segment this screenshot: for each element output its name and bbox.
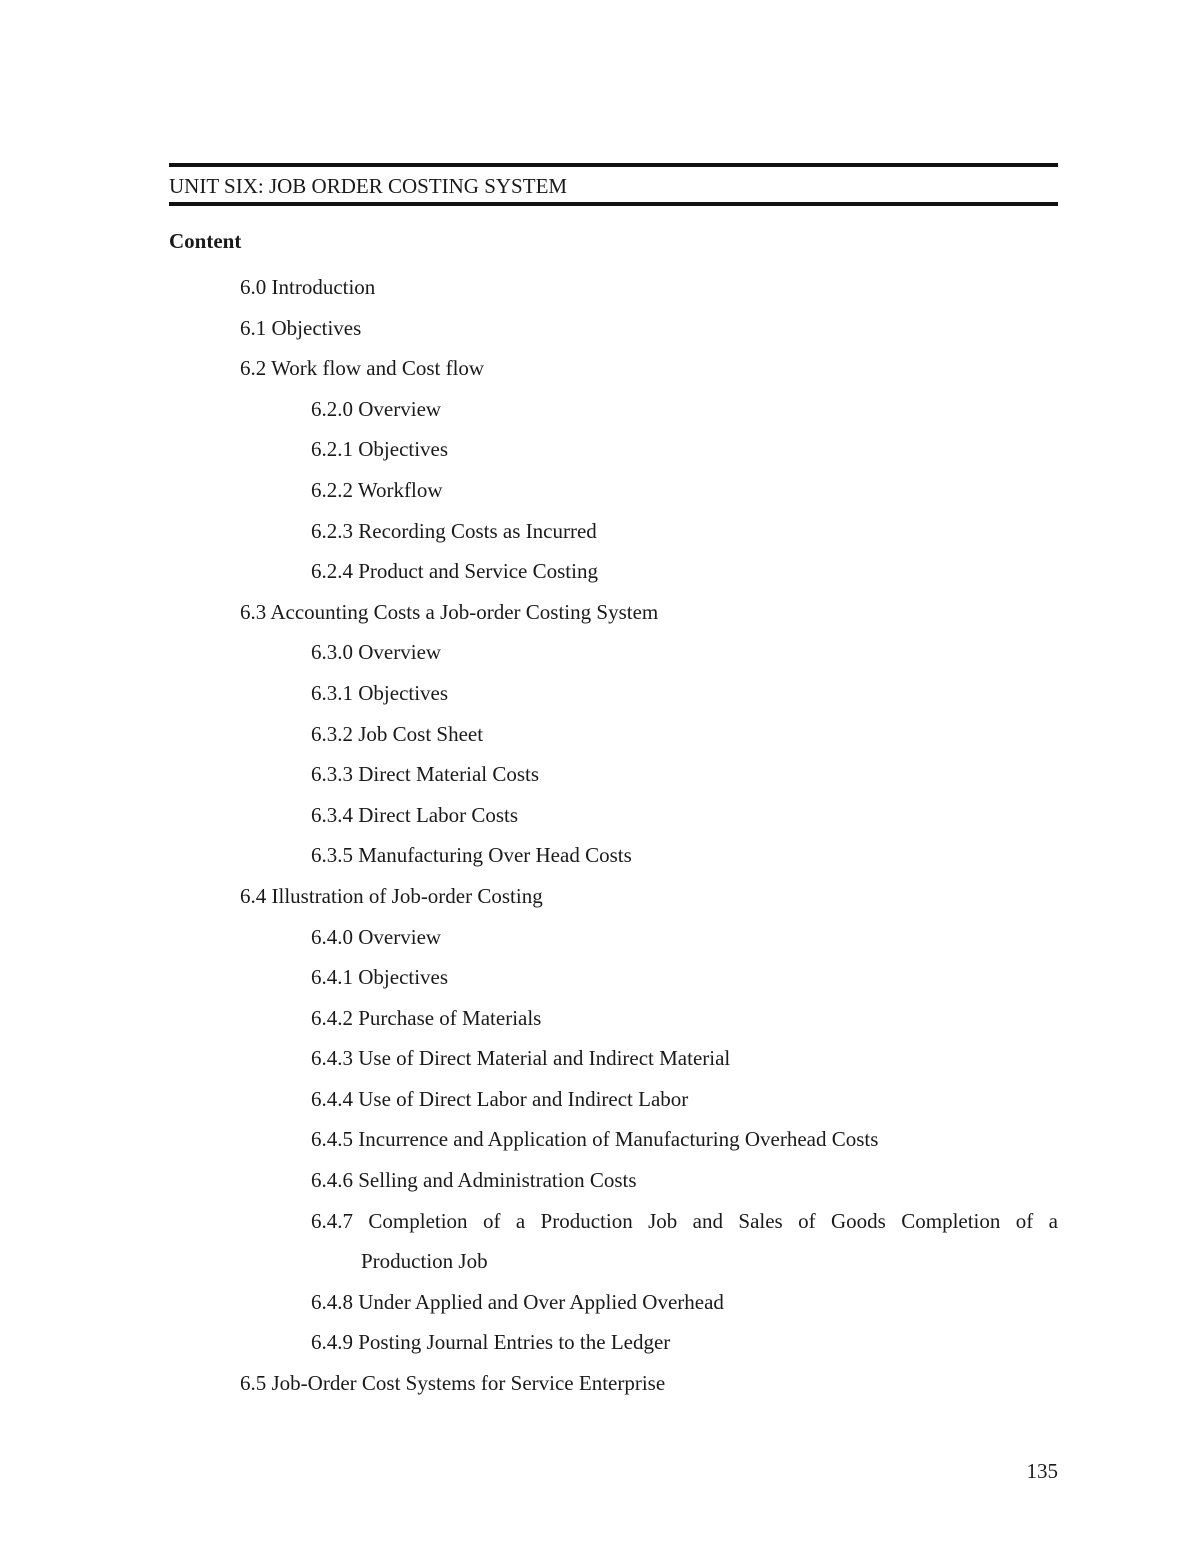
toc-item-6-4-2: 6.4.2 Purchase of Materials [311,1005,542,1030]
page-number: 135 [1026,1459,1058,1483]
title-top-rule [169,163,1058,167]
toc-item-6-5: 6.5 Job-Order Cost Systems for Service Enterprise [240,1371,666,1396]
toc-item-6-0: 6.0 Introduction [240,275,376,299]
toc-item-6-4-7-line2: Production Job [361,1249,488,1274]
toc-item-6-3-0: 6.3.0 Overview [311,640,442,665]
toc-item-6-2-0: 6.2.0 Overview [311,396,442,421]
toc-item-6-3-2: 6.3.2 Job Cost Sheet [311,721,484,746]
unit-title: UNIT SIX: JOB ORDER COSTING SYSTEM [169,174,568,198]
toc-item-6-4-3: 6.4.3 Use of Direct Material and Indirect Material [311,1046,731,1071]
toc-item-6-2-2: 6.2.2 Workflow [311,477,443,502]
toc-item-6-4-5: 6.4.5 Incurrence and Application of Manufacturing Overhead Costs [311,1127,879,1152]
toc-item-6-2-3: 6.2.3 Recording Costs as Incurred [311,518,597,543]
table-of-contents [0,267,1200,1404]
toc-item-6-4-7 [0,1201,1200,1282]
title-bottom-rule [169,202,1058,206]
toc-item-6-4-9: 6.4.9 Posting Journal Entries to the Ledger [311,1330,671,1355]
toc-item-6-3-3: 6.3.3 Direct Material Costs [311,762,540,787]
toc-item-6-2-1: 6.2.1 Objectives [311,437,449,462]
toc-item-6-1: 6.1 Objectives [240,315,362,340]
toc-item-6-3-1: 6.3.1 Objectives [311,680,449,705]
toc-item-6-4-8: 6.4.8 Under Applied and Over Applied Overhead [311,1289,724,1314]
toc-item-6-4-1: 6.4.1 Objectives [311,965,449,990]
toc-item-6-4-6: 6.4.6 Selling and Administration Costs [311,1168,637,1193]
toc-item-6-4-7-line1: 6.4.7 Completion of a Production Job and Sales of Goods Completion of a [311,1208,1058,1233]
toc-item-6-3-5: 6.3.5 Manufacturing Over Head Costs [311,843,632,868]
toc-item-6-3: 6.3 Accounting Costs a Job-order Costing System [240,599,659,624]
toc-item-6-3-4: 6.3.4 Direct Labor Costs [311,802,519,827]
content-heading: Content [169,229,242,253]
toc-item-6-2: 6.2 Work flow and Cost flow [240,356,485,381]
toc-item-6-4-0: 6.4.0 Overview [311,924,442,949]
toc-item-6-4-4: 6.4.4 Use of Direct Labor and Indirect Labor [311,1086,689,1111]
toc-item-6-4: 6.4 Illustration of Job-order Costing [240,883,543,908]
toc-item-6-2-4: 6.2.4 Product and Service Costing [311,559,598,584]
